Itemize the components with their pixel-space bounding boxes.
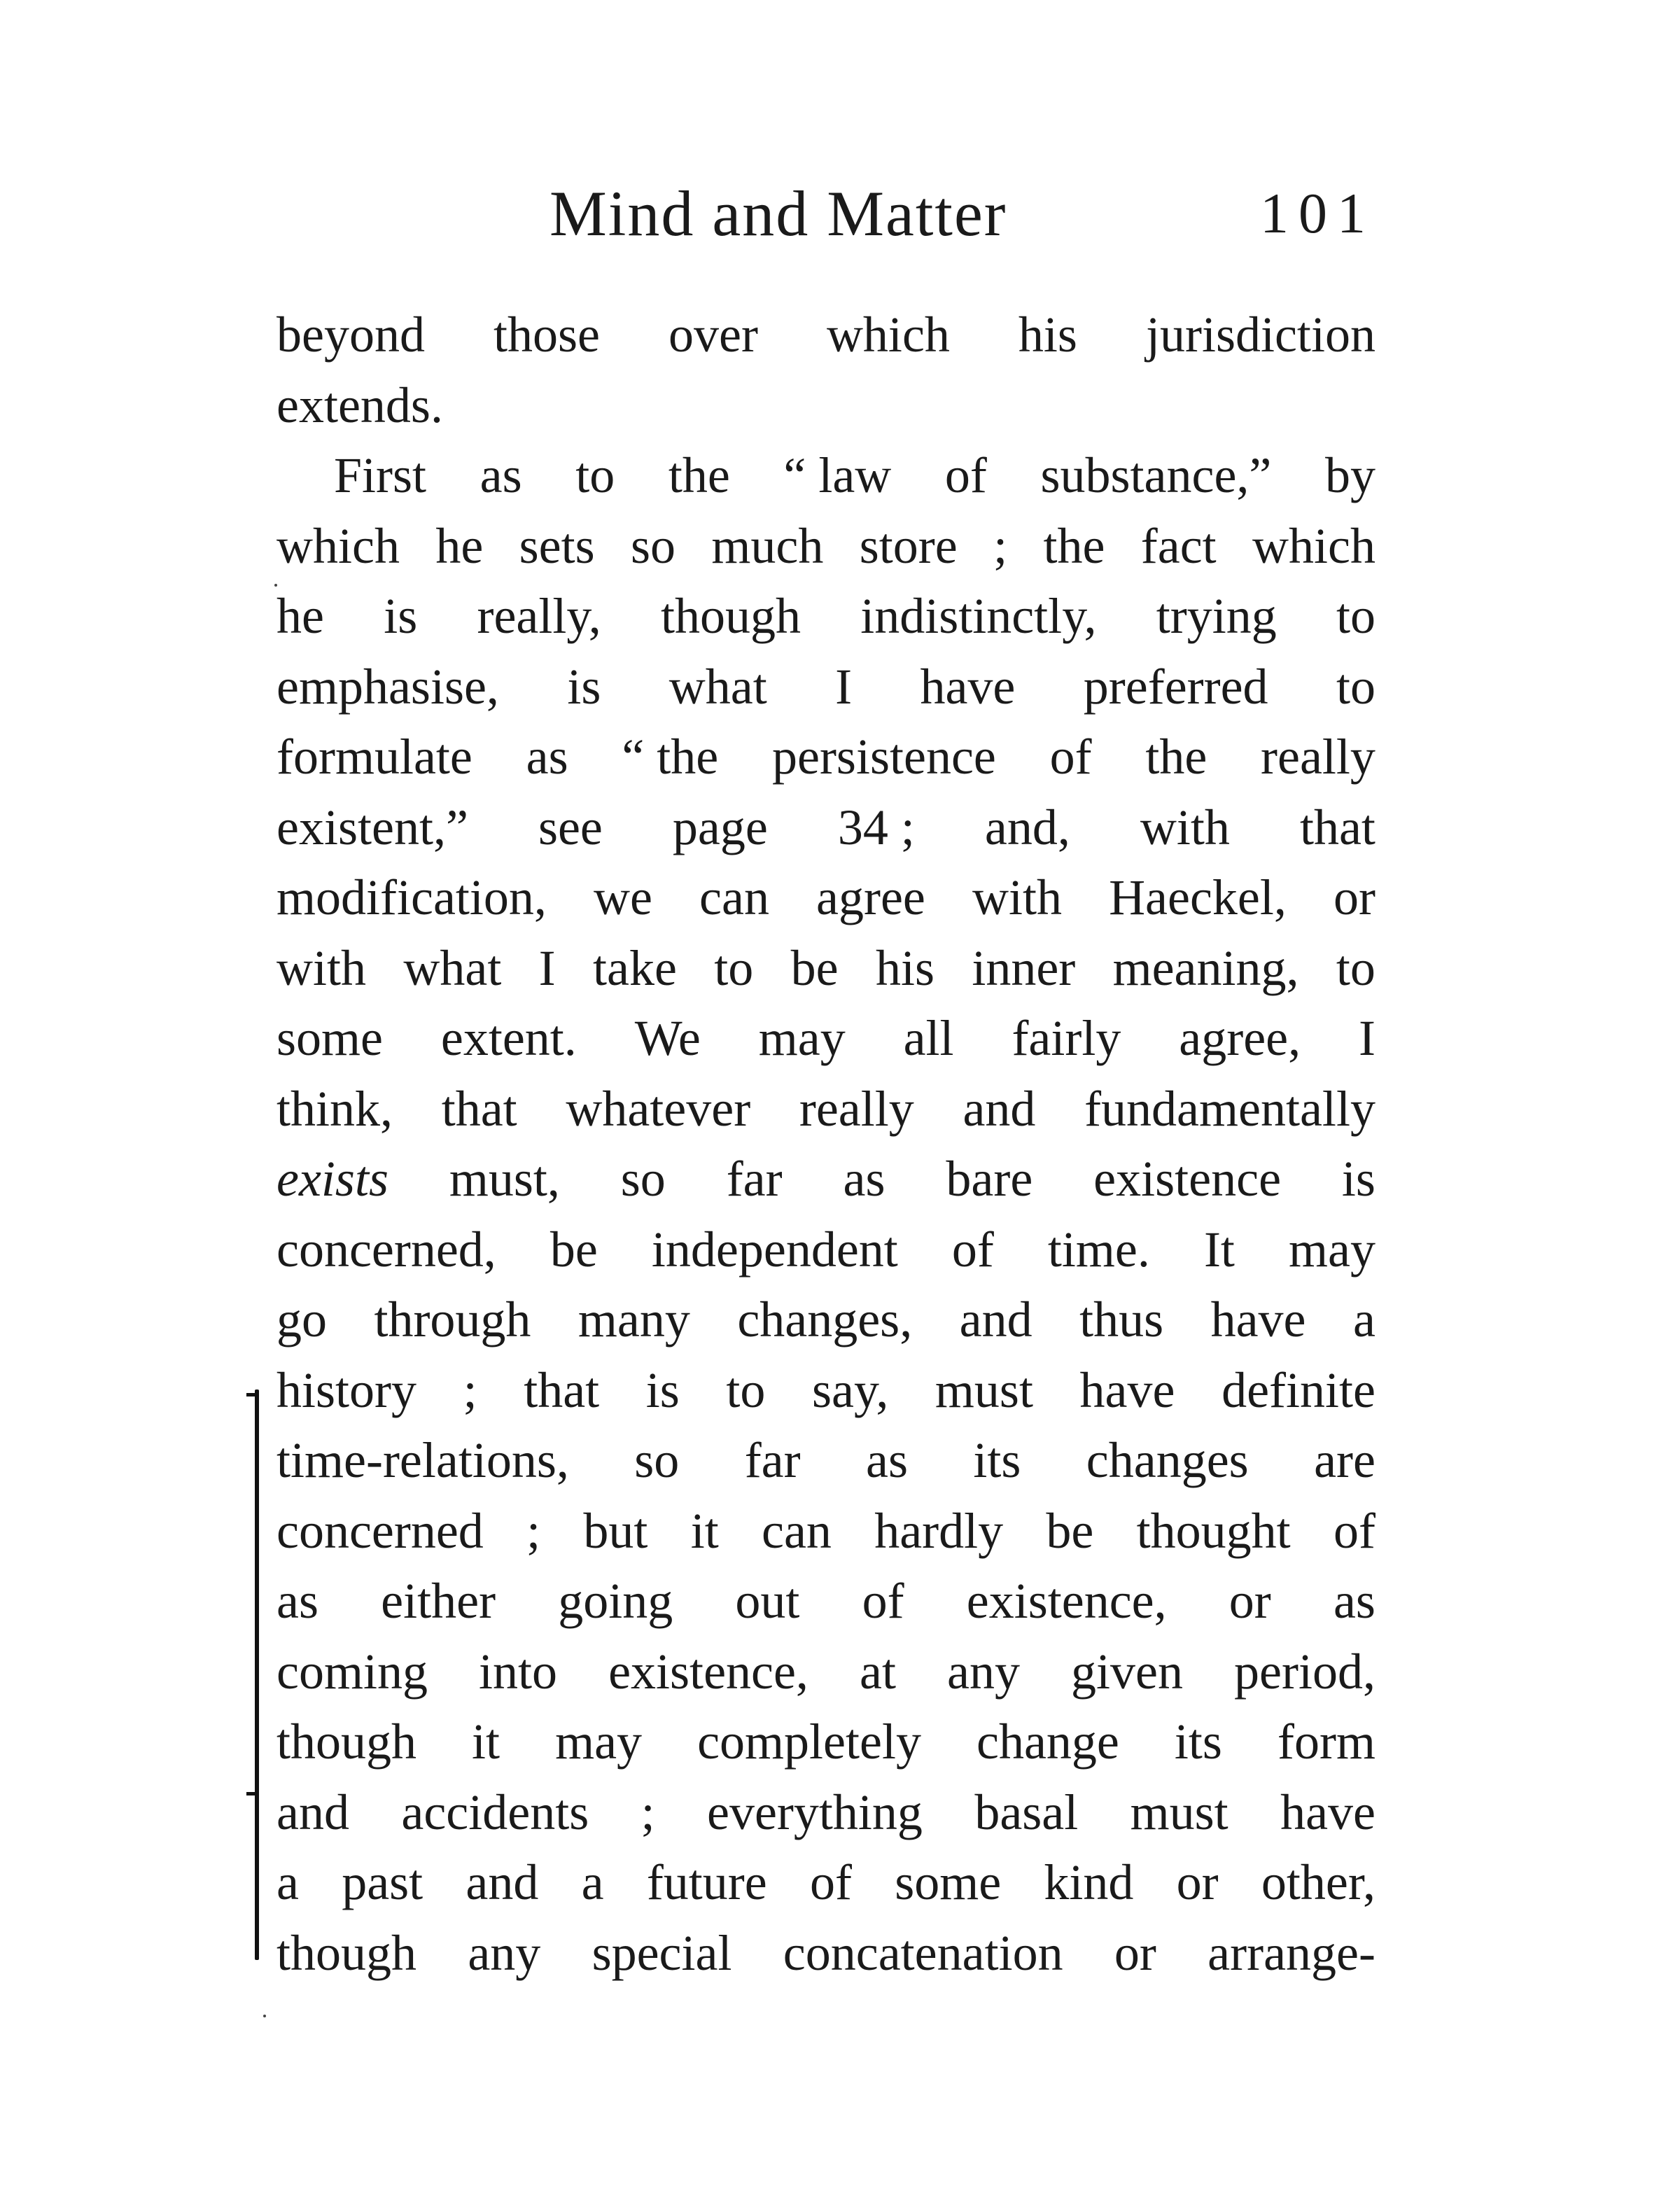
word: that	[524, 1362, 600, 1418]
word: think,	[276, 1080, 393, 1137]
word: have	[1210, 1292, 1306, 1348]
word: period,	[1234, 1643, 1376, 1700]
word: existence,	[966, 1573, 1167, 1629]
word: a	[1352, 1292, 1376, 1348]
word: existence	[1093, 1151, 1282, 1207]
word: though	[660, 588, 801, 644]
word: trying	[1156, 588, 1277, 644]
word: First	[334, 447, 427, 503]
word: coming	[276, 1643, 428, 1700]
word: at	[859, 1643, 896, 1700]
word: persistence	[772, 729, 996, 785]
text-line	[276, 300, 1376, 370]
word: the	[1043, 517, 1105, 574]
word: or	[1228, 1573, 1271, 1629]
word: so	[631, 517, 676, 574]
running-head	[276, 175, 1376, 252]
word: preferred	[1083, 658, 1268, 715]
text-line	[276, 933, 1376, 1004]
word: either	[381, 1573, 496, 1629]
word: everything	[707, 1784, 923, 1840]
word: really,	[477, 588, 601, 644]
word: concerned	[276, 1502, 484, 1559]
word: hardly	[874, 1502, 1004, 1559]
word: thus	[1079, 1292, 1164, 1348]
word: as	[843, 1151, 886, 1207]
word: formulate	[276, 729, 472, 785]
word: so	[620, 1151, 666, 1207]
word: all	[903, 1010, 954, 1066]
word: agree	[816, 869, 925, 925]
word: some	[895, 1854, 1002, 1910]
word: that	[1299, 799, 1376, 855]
text-line	[276, 370, 1376, 441]
word: is	[645, 1362, 680, 1418]
word: with	[276, 939, 367, 996]
word: to	[726, 1362, 766, 1418]
word: and	[276, 1784, 349, 1840]
word: ;	[993, 517, 1008, 574]
word: have	[920, 658, 1016, 715]
word: which	[826, 307, 950, 363]
word: beyond	[276, 307, 425, 363]
word: a	[276, 1854, 299, 1910]
text-line	[276, 1074, 1376, 1144]
word: into	[479, 1643, 558, 1700]
word: ;	[640, 1784, 655, 1840]
margin-marking-tick	[246, 1393, 255, 1396]
word: concatenation	[783, 1924, 1063, 1981]
text-line	[276, 1566, 1376, 1637]
text-line	[276, 862, 1376, 933]
word: time-relations,	[276, 1432, 569, 1488]
word: bare	[946, 1151, 1033, 1207]
word: past	[342, 1854, 424, 1910]
word: through	[374, 1292, 531, 1348]
word: by	[1324, 447, 1376, 503]
word: I	[835, 658, 853, 715]
word: much	[711, 517, 824, 574]
word: over	[668, 307, 758, 363]
word: really	[1261, 729, 1376, 785]
word: changes,	[737, 1292, 913, 1348]
word: it	[472, 1714, 500, 1770]
text-line	[276, 1425, 1376, 1496]
word: extent.	[440, 1010, 577, 1066]
margin-marking-tick	[246, 1792, 255, 1795]
word: his	[1018, 307, 1077, 363]
word: really	[799, 1080, 914, 1137]
word: what	[668, 658, 767, 715]
word: to	[1336, 588, 1376, 644]
word: arrange-	[1208, 1924, 1376, 1981]
word: is	[1341, 1151, 1376, 1207]
word: out	[735, 1573, 800, 1629]
word: as	[276, 1573, 318, 1629]
word: We	[634, 1010, 701, 1066]
text-line	[276, 1284, 1376, 1355]
word: special	[592, 1924, 732, 1981]
word: future	[646, 1854, 767, 1910]
word: emphasise,	[276, 658, 499, 715]
text-line	[276, 1003, 1376, 1074]
word: or	[1114, 1924, 1156, 1981]
text-line	[276, 581, 1376, 652]
word: those	[493, 307, 600, 363]
page-number: 101	[1260, 181, 1376, 245]
word: sets	[519, 517, 595, 574]
text-line	[276, 511, 1376, 582]
word: have	[1079, 1362, 1175, 1418]
word: to	[1336, 658, 1376, 715]
word: of	[944, 447, 987, 503]
word: to	[575, 447, 615, 503]
word: he	[435, 517, 484, 574]
word: fact	[1140, 517, 1217, 574]
text-line	[276, 1918, 1376, 1989]
word: jurisdiction	[1145, 307, 1376, 363]
word: must	[1130, 1784, 1228, 1840]
word: I	[1359, 1010, 1376, 1066]
word: its	[1174, 1714, 1222, 1770]
word: store	[859, 517, 958, 574]
word: as	[1333, 1573, 1376, 1629]
word: to	[1336, 939, 1376, 996]
word: say,	[812, 1362, 889, 1418]
word: to	[714, 939, 754, 996]
word: may	[555, 1714, 643, 1770]
word: any	[468, 1924, 541, 1981]
paper-speck	[274, 584, 277, 587]
word: its	[973, 1432, 1021, 1488]
word: that	[441, 1080, 517, 1137]
word: inner	[972, 939, 1076, 996]
word: which	[276, 517, 400, 574]
word: some	[276, 1010, 383, 1066]
word: fundamentally	[1084, 1080, 1376, 1137]
word: of	[1049, 729, 1092, 785]
text-line	[276, 1707, 1376, 1777]
word: time.	[1047, 1221, 1150, 1278]
text-line	[276, 1637, 1376, 1707]
word: have	[1280, 1784, 1376, 1840]
word: independent	[651, 1221, 898, 1278]
word: completely	[697, 1714, 921, 1770]
word: It	[1203, 1221, 1235, 1278]
word: form	[1277, 1714, 1376, 1770]
margin-marking-line	[255, 1390, 259, 1960]
word: see	[538, 799, 603, 855]
word: concerned,	[276, 1221, 496, 1278]
word: history	[276, 1362, 417, 1418]
text-line	[276, 1847, 1376, 1918]
text-line	[276, 1214, 1376, 1285]
text-line	[276, 1496, 1376, 1567]
word: accidents	[401, 1784, 589, 1840]
word: ;	[526, 1502, 541, 1559]
word: given	[1071, 1643, 1183, 1700]
word: of	[1333, 1502, 1376, 1559]
word: are	[1314, 1432, 1376, 1488]
text-line	[276, 440, 1376, 511]
word: but	[583, 1502, 648, 1559]
word: we	[594, 869, 652, 925]
word: exists	[276, 1151, 388, 1207]
word: with	[972, 869, 1062, 925]
word: far	[726, 1151, 783, 1207]
text-line	[276, 792, 1376, 863]
word: basal	[974, 1784, 1079, 1840]
text-line	[276, 1144, 1376, 1214]
word: existence,	[608, 1643, 808, 1700]
word: a	[581, 1854, 604, 1910]
word: page	[672, 799, 768, 855]
word: thought	[1136, 1502, 1291, 1559]
word: change	[976, 1714, 1119, 1770]
word: “ law	[783, 447, 892, 503]
word: as	[526, 729, 568, 785]
word: be	[550, 1221, 598, 1278]
word: whatever	[566, 1080, 751, 1137]
word: be	[1046, 1502, 1094, 1559]
word: of	[809, 1854, 852, 1910]
word: with	[1140, 799, 1230, 855]
word: must,	[449, 1151, 560, 1207]
word: substance,”	[1040, 447, 1272, 503]
word: can	[699, 869, 769, 925]
word: is	[384, 588, 418, 644]
word: so	[634, 1432, 680, 1488]
word: Haeckel,	[1109, 869, 1287, 925]
word: “ the	[622, 729, 719, 785]
word: of	[951, 1221, 994, 1278]
word: any	[947, 1643, 1020, 1700]
word: may	[758, 1010, 846, 1066]
word: and	[959, 1292, 1032, 1348]
word: kind	[1044, 1854, 1134, 1910]
word: what	[403, 939, 502, 996]
text-line	[276, 722, 1376, 792]
body-text	[276, 300, 1376, 1988]
word: take	[593, 939, 677, 996]
word: which	[1252, 517, 1376, 574]
word: extends.	[276, 377, 443, 433]
word: may	[1288, 1221, 1376, 1278]
text-line	[276, 1777, 1376, 1848]
word: as	[479, 447, 522, 503]
word: as	[866, 1432, 908, 1488]
word: ;	[463, 1362, 477, 1418]
word: modification,	[276, 869, 547, 925]
word: the	[668, 447, 730, 503]
word: other,	[1261, 1854, 1376, 1910]
word: or	[1333, 869, 1376, 925]
word: and	[465, 1854, 539, 1910]
word: meaning,	[1112, 939, 1299, 996]
word: fairly	[1011, 1010, 1121, 1066]
word: his	[875, 939, 934, 996]
word: or	[1176, 1854, 1219, 1910]
word: must	[934, 1362, 1033, 1418]
word: existent,”	[276, 799, 468, 855]
word: go	[276, 1292, 327, 1348]
word: and	[962, 1080, 1036, 1137]
word: many	[578, 1292, 690, 1348]
word: 34 ;	[837, 799, 915, 855]
word: the	[1145, 729, 1208, 785]
text-line	[276, 1355, 1376, 1426]
word: of	[862, 1573, 904, 1629]
word: is	[567, 658, 601, 715]
word: going	[558, 1573, 673, 1629]
word: and,	[984, 799, 1070, 855]
word: far	[744, 1432, 801, 1488]
word: he	[276, 588, 324, 644]
word: changes	[1086, 1432, 1249, 1488]
word: though	[276, 1714, 417, 1770]
word: can	[761, 1502, 832, 1559]
word: though	[276, 1924, 417, 1981]
word: it	[690, 1502, 719, 1559]
word: I	[538, 939, 556, 996]
word: indistinctly,	[860, 588, 1097, 644]
word: be	[790, 939, 839, 996]
text-line	[276, 652, 1376, 722]
word: agree,	[1179, 1010, 1301, 1066]
word: definite	[1222, 1362, 1376, 1418]
paper-speck	[263, 2015, 266, 2017]
running-title: Mind and Matter	[550, 178, 1007, 249]
